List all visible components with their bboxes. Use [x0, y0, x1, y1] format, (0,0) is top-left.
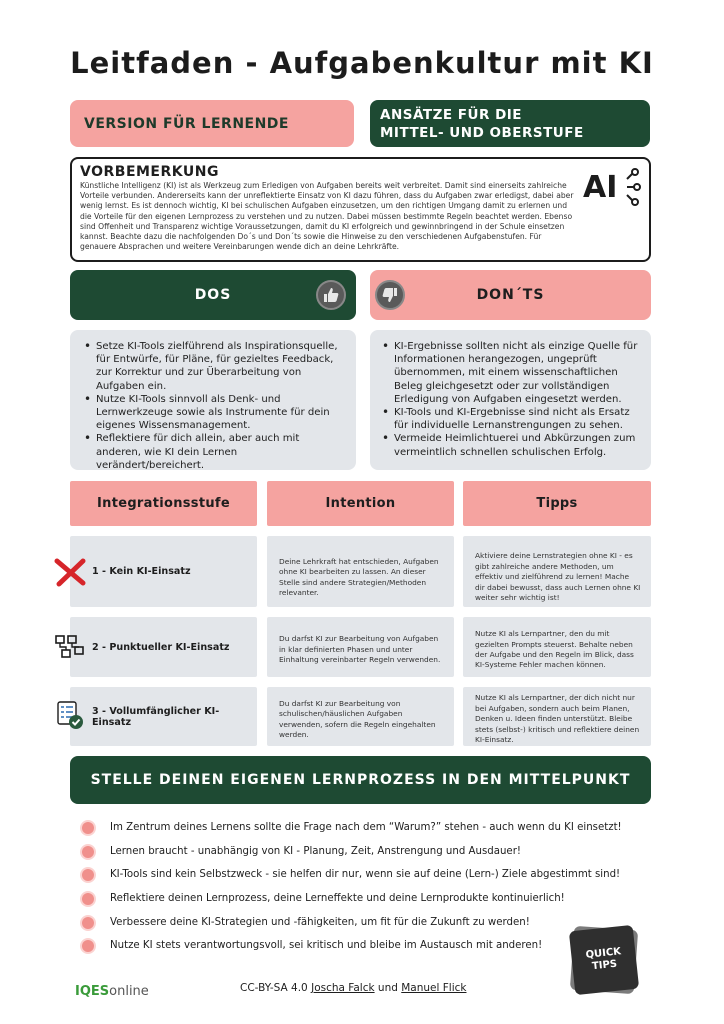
iqes-logo: IQESonline [75, 984, 149, 999]
dos-header: DOS [70, 270, 356, 320]
dos-item: • Reflektiere für dich allein, aber auch mit anderen, wie KI dein Lernen verändert/bereichert. [82, 432, 344, 472]
table-cell-stufe: 2 - Punktueller KI-Einsatz [70, 617, 257, 677]
network-icon [53, 633, 87, 663]
bullet-dot-icon [82, 917, 94, 929]
table-header-intention: Intention [267, 481, 454, 526]
thumbs-down-icon [375, 280, 405, 310]
table-header-integrationsstufe: Integrationsstufe [70, 481, 257, 526]
list-item: Lernen braucht - unabhängig von KI - Planung, Zeit, Anstrengung und Ausdauer! [82, 842, 662, 866]
bullet-dot-icon [82, 869, 94, 881]
list-item: Reflektiere deinen Lernprozess, deine Lerneffekte und deine Lernprodukte kontinuierlich! [82, 889, 662, 913]
ansaetze-label [370, 100, 650, 147]
bullet-dot-icon [82, 893, 94, 905]
list-item: Verbessere deine KI-Strategien und -fähigkeiten, um fit für die Zukunft zu werden! [82, 913, 662, 937]
table-cell-intention: Du darfst KI zur Bearbeitung von Aufgaben in klar definierten Phasen und unter Einhaltung vereinbarter Regeln verwenden. [267, 617, 454, 677]
quick-tips-line-2: TIPS [591, 958, 618, 973]
table-cell-tipps: Aktiviere deine Lernstrategien ohne KI - es gibt zahlreiche andere Methoden, um effektiv und zielführend zu lernen! Mache dir dabei bewusst, dass auch Lernen ohne KI weiter sehr wichtig ist! [463, 536, 651, 607]
red-cross-icon [53, 557, 87, 587]
table-header-tipps: Tipps [463, 481, 651, 526]
dos-item: • Setze KI-Tools zielführend als Inspirationsquelle, für Entwürfe, für Pläne, für gezieltes Feedback, zur Korrektur und zur Überarbeitung von Aufgaben ein. [82, 340, 344, 393]
ansaetze-line-1: ANSÄTZE FÜR DIE [380, 106, 523, 123]
list-item: Im Zentrum deines Lernens sollte die Frage nach dem “Warum?” stehen - auch wenn du KI einsetzt! [82, 818, 662, 842]
donts-item: • KI-Tools und KI-Ergebnisse sind nicht als Ersatz für individuelle Lernanstrengungen zu sehen. [380, 406, 641, 432]
license-text: CC-BY-SA 4.0 [240, 982, 308, 994]
bullet-dot-icon [82, 846, 94, 858]
checklist-icon [53, 700, 87, 730]
thumbs-up-icon [316, 280, 346, 310]
vorbemerkung-text: Künstliche Intelligenz (KI) ist als Werkzeug zum Erledigen von Aufgaben bereits weit verbreitet. Damit sind einerseits zahlreiche Vorteile verbunden. Andererseits kann der unreflektierte Einsatz von KI dazu führen, dass du Aufgaben zwar erledigst, dabei aber wenig lernst. Es ist dennoch wichtig, KI bei schulischen Aufgaben einzusetzen, um den richtigen Umgang damit zu erlernen und die Vorteile für den eigenen Lernprozess zu verstehen und zu nutzen. Dabei müssen bestimmte Regeln beachtet werden. Ebenso sind Offenheit und Transparenz wichtige Voraussetzungen, damit du KI erfolgreich und gewinnbringend in der Schule einsetzen kannst. Beachte dazu die nachfolgenden Do´s und Don´ts sowie die Hinweise zu den verschiedenen Aufgabenstufen. Für genauere Absprachen und weitere Vereinbarungen wende dich an deine Lehrkräfte. [80, 181, 574, 252]
ai-icon [583, 167, 641, 207]
author-link-flick[interactable]: Manuel Flick [401, 982, 467, 994]
ai-icon-text: AI [583, 170, 618, 205]
page-title: Leitfaden - Aufgabenkultur mit KI [70, 46, 654, 80]
vorbemerkung-box [70, 157, 651, 262]
donts-header: DON´TS [370, 270, 651, 320]
quick-tips-badge [569, 925, 639, 995]
donts-box [370, 330, 651, 470]
vorbemerkung-heading: VORBEMERKUNG [80, 164, 219, 180]
table-cell-stufe: 1 - Kein KI-Einsatz [70, 536, 257, 607]
author-link-falck[interactable]: Joscha Falck [311, 982, 375, 994]
donts-item: • KI-Ergebnisse sollten nicht als einzige Quelle für Informationen herangezogen, ungeprüft übernommen, mit einem wissenschaftlichen Beleg gleichgesetzt oder zur vollständigen Erledigung von Aufgaben eingesetzt werden. [380, 340, 641, 406]
table-cell-intention: Du darfst KI zur Bearbeitung von schulischen/häuslichen Aufgaben verwenden, sofern die Regeln eingehalten werden. [267, 687, 454, 746]
lernprozess-banner: STELLE DEINEN EIGENEN LERNPROZESS IN DEN MITTELPUNKT [70, 756, 651, 804]
table-cell-tipps: Nutze KI als Lernpartner, den du mit gezielten Prompts steuerst. Behalte neben der Aufgabe und den Regeln im Blick, dass KI-Systeme Fehler machen können. [463, 617, 651, 677]
donts-item: • Vermeide Heimlichtuerei und Abkürzungen zum vermeintlich schnellen schulischen Erfolg. [380, 432, 641, 458]
dos-box [70, 330, 356, 470]
bullet-dot-icon [82, 940, 94, 952]
dos-item: • Nutze KI-Tools sinnvoll als Denk- und Lernwerkzeuge sowie als Instrumente für dein eigenes Wissensmanagement. [82, 393, 344, 433]
table-cell-tipps: Nutze KI als Lernpartner, der dich nicht nur bei Aufgaben, sondern auch beim Planen, Denken u. Ideen finden unterstützt. Bleibe stets (selbst-) kritisch und reflektiere deinen KI-Einsatz. [463, 687, 651, 746]
quick-tips-line-1: QUICK [585, 946, 622, 961]
list-item: Nutze KI stets verantwortungsvoll, sei kritisch und bleibe im Austausch mit anderen! [82, 936, 662, 960]
ansaetze-line-2: MITTEL- UND OBERSTUFE [380, 124, 584, 141]
table-cell-intention: Deine Lehrkraft hat entschieden, Aufgaben ohne KI bearbeiten zu lassen. An dieser Stelle sind andere Strategien/Methoden relevanter. [267, 536, 454, 607]
bullet-dot-icon [82, 822, 94, 834]
list-item: KI-Tools sind kein Selbstzweck - sie helfen dir nur, wenn sie auf deine (Lern-) Ziele abgestimmt sind! [82, 865, 662, 889]
table-cell-stufe: 3 - Vollumfänglicher KI-Einsatz [70, 687, 257, 746]
footer-credits: CC-BY-SA 4.0 Joscha Falck und Manuel Flick [240, 982, 467, 994]
version-label: VERSION FÜR LERNENDE [70, 100, 354, 147]
